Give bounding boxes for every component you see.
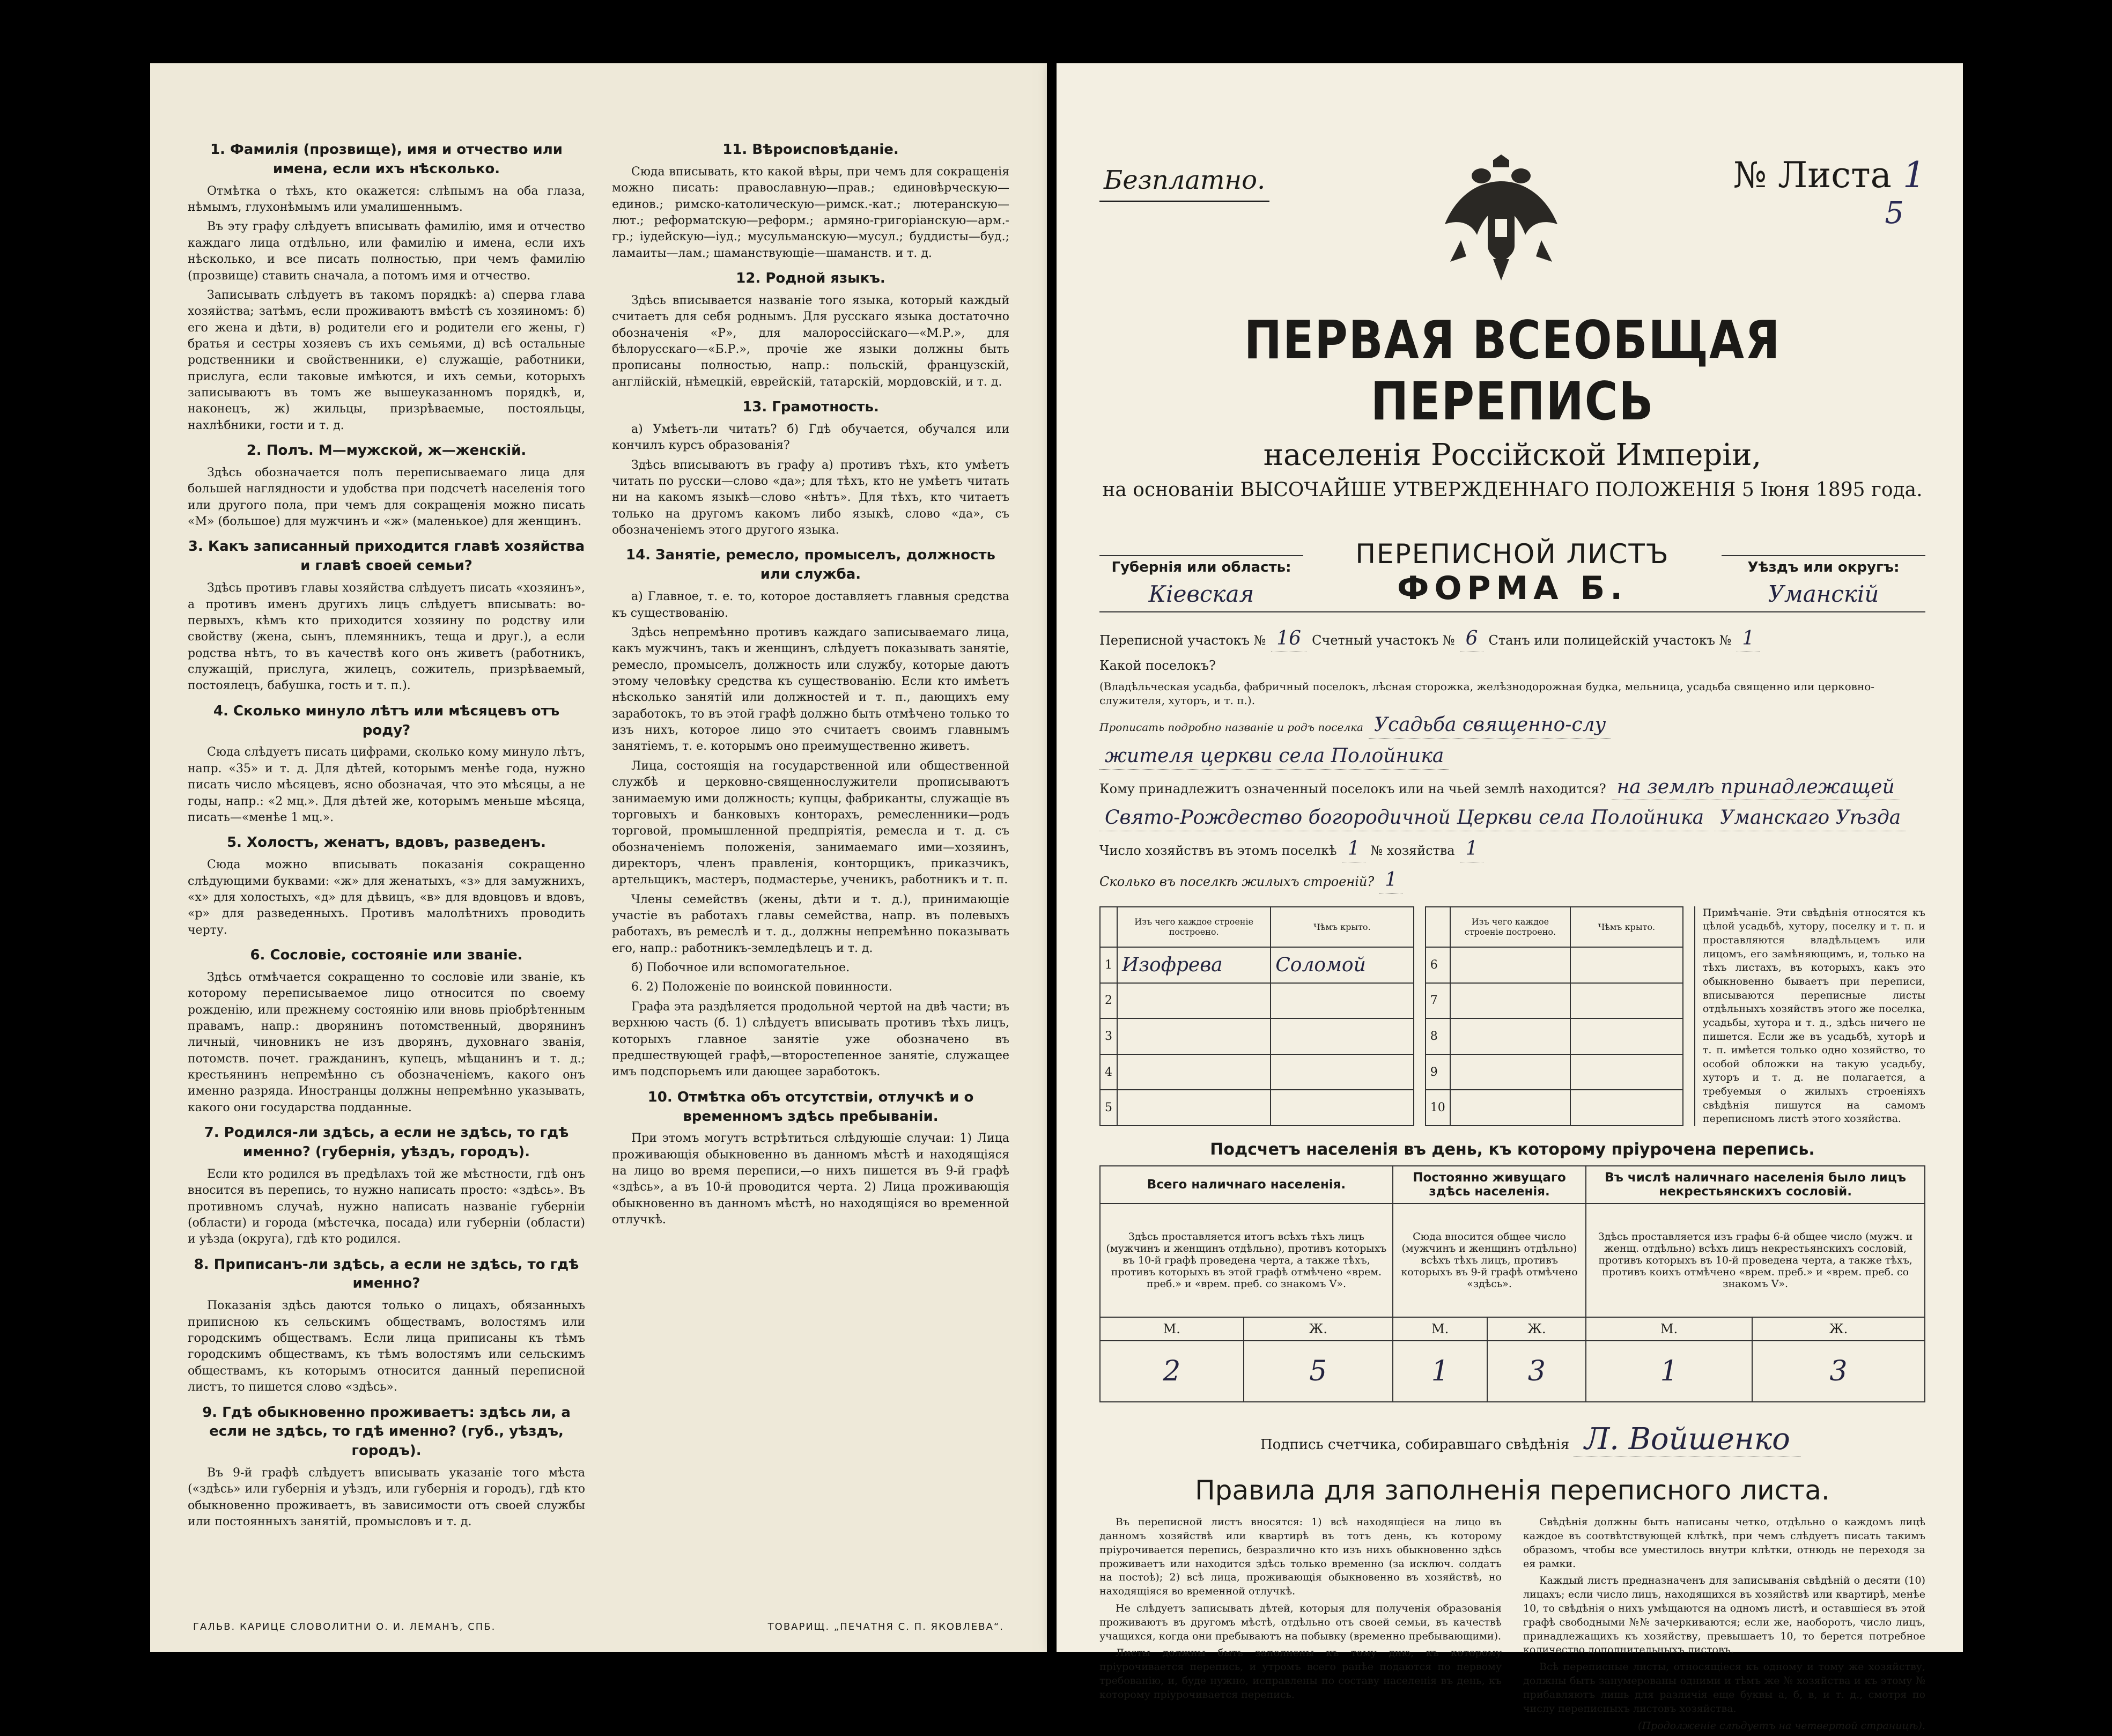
rule-paragraph: Листы должны быть заполнены къ тому дню, къ которому пріурочивается перепись, и утромъ всего ранѣе подаются по первому требованію, и, буде нужно, исправлены по составу населенія въ день, къ которому пріурочивается перепись. xyxy=(1099,1647,1502,1701)
settlement-hint-2: Прописать подробно названіе и родъ поселка xyxy=(1099,720,1363,734)
female-count: 5 xyxy=(1244,1341,1393,1402)
sheet-number-value: 1 xyxy=(1903,154,1925,196)
building-roof xyxy=(1271,983,1414,1019)
rule-paragraph: Свѣдѣнія должны быть написаны четко, отдѣльно о каждомъ лицѣ каждое въ соотвѣтствующей клѣткѣ, при чемъ слѣдуетъ писать такимъ образомъ, чтобы все уместилось внутри клѣтки, отнюдь не переходя за ея рамки. xyxy=(1523,1516,1925,1570)
rule-paragraph: Каждый листъ предназначенъ для записыванія свѣдѣній о десяти (10) лицахъ; если число лицъ, находящихся въ хозяйствѣ или квартирѣ, менѣе 10, то свѣдѣнія о нихъ умѣщаются на одномъ листѣ, и оставшіеся въ этой графѣ свободными №№ зачеркиваются; если же, наоборотъ, число лицъ, принадлежащихъ къ хозяйству, превышаетъ 10, то берется потребное количество дополнительныхъ листовъ. xyxy=(1523,1575,1925,1656)
female-count: 3 xyxy=(1752,1341,1925,1402)
sheet-number-label: № Листа xyxy=(1733,154,1892,196)
section-paragraph: Въ эту графу слѣдуетъ вписывать фамилію, имя и отчество каждаго лица отдѣльно, или фамилію и имена, если ихъ нѣсколько, и все писать полностью, при чемъ фамилію (прозвище) ставить сначала, а потомъ имя и отчество. xyxy=(188,220,585,283)
settlement-hint: (Владѣльческая усадьба, фабричный поселокъ, лѣсная сторожка, желѣзнодорожная будка, мельница, усадьба священно или церковно-служителя, хуторъ, и т. п.). xyxy=(1099,679,1875,707)
section-heading: 5. Холостъ, женатъ, вдовъ, разведенъ. xyxy=(227,834,546,851)
form-title-line1: ПЕРЕПИСНОЙ ЛИСТЪ xyxy=(1355,538,1670,570)
building-row xyxy=(1426,1054,1683,1090)
owner-value-3: Уманскаго Уѣзда xyxy=(1715,806,1906,831)
section-paragraph: Члены семействъ (жены, дѣти и т. д.), принимающіе участіе въ работахъ главы семейства, напр. въ полевыхъ работахъ, въ ремеслѣ и т. д., должны непремѣнно показывать его, напр.: работникъ-земледѣлецъ и т. д. xyxy=(612,892,1009,955)
building-roof xyxy=(1271,1090,1414,1126)
building-roof xyxy=(1570,983,1683,1019)
section-paragraph: б) Побочное или вспомогательное. xyxy=(631,961,850,975)
female-count: 3 xyxy=(1487,1341,1586,1402)
households-value: 1 xyxy=(1342,837,1365,862)
building-roof: Соломой xyxy=(1271,947,1414,983)
left-page xyxy=(150,63,1047,1652)
section-paragraph: Здѣсь противъ главы хозяйства слѣдуетъ писать «хозяинъ», а противъ именъ другихъ лицъ слѣдуетъ вписывать: во-первыхъ, кѣмъ кто приходится хозяину по родству или свойству (жена, сынъ, племянникъ, теща и друг.), а если родства нѣтъ, то въ качествѣ кого онъ живетъ (работникъ, служащій, прислуга, жилецъ, сожитель, призрѣваемый, постоялецъ, бабушка, гость и т. п.). xyxy=(188,581,585,693)
uezd-label: Уѣздъ или округъ: xyxy=(1747,559,1900,575)
section-paragraph: При этомъ могутъ встрѣтиться слѣдующіе случаи: 1) Лица проживающія обыкновенно въ данномъ мѣстѣ и находящіяся на лицо во время переписи,—о нихъ пишется въ 9-й графѣ «здѣсь», а въ 10-й проводится черта. 2) Лица проживающія обыкновенно въ данномъ мѣстѣ, но находящіяся во временной отлучкѣ. xyxy=(612,1132,1009,1227)
building-number: 1 xyxy=(1100,947,1117,983)
signature-label: Подпись счетчика, собиравшаго свѣдѣнія xyxy=(1260,1437,1570,1453)
section-paragraph: Здѣсь непремѣнно противъ каждаго записываемаго лица, какъ мужчинъ, такъ и женщинъ, слѣдуетъ показывать занятіе, ремесло, промыселъ, должность или службу, которые даютъ этому человѣку средства къ существованію. Если кто имѣетъ нѣсколько занятій или должностей и т. п., дающихъ ему заработокъ, то въ этой графѣ должно быть отмѣчено только то изъ нихъ, которое лицо это считаетъ своимъ главнымъ занятіемъ, т. е. которымъ оно преимущественно живетъ. xyxy=(612,625,1009,754)
section-heading: 14. Занятіе, ремесло, промыселъ, должность или служба. xyxy=(626,547,995,583)
rule-paragraph: Не слѣдуетъ записывать дѣтей, которыя для полученія образованія проживаютъ въ другомъ мѣстѣ, отдѣльно отъ своей семьи, въ качествѣ учащихся, когда они пребываютъ на побывку (временно пребывающими). xyxy=(1099,1602,1502,1642)
building-roof xyxy=(1570,947,1683,983)
female-label: Ж. xyxy=(1752,1317,1925,1341)
instructions-column-1 xyxy=(188,133,585,1543)
enumerator-signature xyxy=(1099,1422,1925,1457)
building-material xyxy=(1117,1090,1271,1126)
population-table xyxy=(1099,1165,1925,1402)
instructions-column-2 xyxy=(612,133,1009,1543)
sheet-number xyxy=(1733,154,1925,231)
population-column-head: Всего наличнаго населенія. xyxy=(1100,1166,1393,1203)
section-paragraph: а) Главное, т. е. то, которое доставляетъ главныя средства къ существованію. xyxy=(612,590,1009,620)
section-heading: 6. Сословіе, состояніе или званіе. xyxy=(250,947,523,963)
bld-head-roof-2: Чѣмъ крыто. xyxy=(1570,907,1683,947)
building-row xyxy=(1426,1018,1683,1054)
footer-left: ГАЛЬВ. КАРИЦЕ СЛОВОЛИТНИ О. И. ЛЕМАНЪ, СПБ. xyxy=(193,1621,496,1632)
building-material xyxy=(1450,947,1570,983)
buildings-value: 1 xyxy=(1379,868,1402,893)
owner-question: Кому принадлежитъ означенный поселокъ или на чьей землѣ находится? xyxy=(1099,781,1606,796)
buildings-section xyxy=(1099,906,1925,1126)
building-number: 4 xyxy=(1100,1054,1117,1090)
section-paragraph: Отмѣтка о тѣхъ, кто окажется: слѣпымъ на оба глаза, нѣмымъ, глухонѣмымъ или умалишеннымъ. xyxy=(188,184,585,215)
section-heading: 7. Родился-ли здѣсь, а если не здѣсь, то гдѣ именно? (губернія, уѣздъ, городъ). xyxy=(204,1125,569,1160)
districts-row xyxy=(1099,626,1925,652)
footer-right: ТОВАРИЩ. „ПЕЧАТНЯ С. П. ЯКОВЛЕВА“. xyxy=(767,1621,1004,1632)
male-label: М. xyxy=(1100,1317,1244,1341)
stan-value: 1 xyxy=(1737,626,1760,652)
uezd-value: Уманскій xyxy=(1768,581,1879,607)
buildings-table-2 xyxy=(1425,906,1683,1126)
building-roof xyxy=(1570,1090,1683,1126)
governorate-value: Кіевская xyxy=(1148,581,1254,607)
section-heading: 1. Фамилія (прозвище), имя и отчество или имена, если ихъ нѣсколько. xyxy=(210,142,563,177)
stan-label: Станъ или полицейскій участокъ № xyxy=(1488,633,1732,648)
section-heading: 9. Гдѣ обыкновенно проживаетъ: здѣсь ли, а если не здѣсь, то гдѣ именно? (губ., уѣздъ, городъ). xyxy=(202,1404,571,1459)
population-column-desc: Здѣсь проставляется итогъ всѣхъ тѣхъ лицъ (мужчинъ и женщинъ отдѣльно), противъ которыхъ въ 10-й графѣ проведена черта, а также тѣхъ, противъ которыхъ въ этой графѣ отмѣчено «врем. преб.» и «врем. преб. со знакомъ V». xyxy=(1100,1203,1393,1317)
building-roof xyxy=(1570,1054,1683,1090)
household-number-label: № хозяйства xyxy=(1370,843,1455,859)
household-number-value: 1 xyxy=(1460,837,1483,862)
section-heading: 13. Грамотность. xyxy=(742,399,879,416)
section-paragraph: Здѣсь обозначается полъ переписываемаго лица для большей наглядности и удобства при подсчетѣ населенія того или другого пола, при чемъ для сокращенія можно писать «М» (большое) для мужчинъ и «ж» (маленькое) для женщинъ. xyxy=(188,466,585,529)
bld-head-roof: Чѣмъ крыто. xyxy=(1271,907,1414,947)
printer-footer xyxy=(193,1621,1004,1632)
building-number: 3 xyxy=(1100,1018,1117,1054)
building-material xyxy=(1450,1054,1570,1090)
male-count: 1 xyxy=(1586,1341,1752,1402)
form-title-line2: ФОРМА Б. xyxy=(1397,570,1628,607)
building-number: 9 xyxy=(1426,1054,1450,1090)
section-heading: 12. Родной языкъ. xyxy=(736,270,885,287)
rules-column-right xyxy=(1523,1516,1925,1736)
rule-paragraph: Всѣ переписные листы, относящіеся къ одному и тому же хозяйству, должны быть занумерованы одними и тѣмъ же № хозяйства и къ этому № прибавляютъ лишь для различія еще буквы а, б, в, и т. д., смотря по числу переписныхъ листовъ хозяйства. xyxy=(1523,1661,1925,1715)
building-row xyxy=(1100,1018,1414,1054)
section-paragraph: Лица, состоящія на государственной или общественной службѣ и церковно-священнослужители прописываютъ занимаемую ими должность; купцы, фабриканты, служащіе въ торговыхъ и банковыхъ конторахъ, ремесленники—родъ торговой, промышленной предпріятія, ремесла и т. д. съ обозначеніемъ положенія, занимаемаго ими—хозяинъ, директоръ, членъ правленія, конторщикъ, приказчикъ, артельщикъ, мастеръ, подмастерье, ученикъ, работникъ и т. п. xyxy=(612,759,1009,887)
building-number: 5 xyxy=(1100,1090,1117,1126)
rule-paragraph: Въ переписной листъ вносятся: 1) всѣ находящіеся на лицо въ данномъ хозяйствѣ или квартирѣ въ тотъ день, къ которому пріурочивается перепись, безразлично кто изъ нихъ обыкновенно здѣсь проживаетъ или находится здѣсь только временно (за исключ. солдатъ на постоѣ); 2) всѣ лица, проживающія обыкновенно въ хозяйствѣ, но находящіяся во временной отлучкѣ. xyxy=(1099,1516,1502,1598)
rules-column-left xyxy=(1099,1516,1502,1736)
census-district-value: 16 xyxy=(1271,626,1306,652)
building-number: 10 xyxy=(1426,1090,1450,1126)
bld-head-material: Изъ чего каждое строеніе построено. xyxy=(1117,907,1271,947)
buildings-question: Сколько въ поселкѣ жилыхъ строеній? xyxy=(1099,874,1375,889)
count-district-value: 6 xyxy=(1460,626,1483,652)
section-paragraph: Если кто родился въ предѣлахъ той же мѣстности, гдѣ онъ вносится въ перепись, то нужно написать просто: «здѣсь». Въ противномъ случаѣ, нужно написать названіе губерніи (области) и города (мѣстечка, посада) или губерніи (области) и уѣзда (округа), гдѣ кто родился. xyxy=(188,1167,585,1246)
building-material xyxy=(1117,1054,1271,1090)
buildings-table-1 xyxy=(1099,906,1414,1126)
buildings-row xyxy=(1099,868,1925,893)
section-heading: 3. Какъ записанный приходится главѣ хозяйства и главѣ своей семьи? xyxy=(188,538,585,574)
uezd-field xyxy=(1722,555,1925,607)
building-number: 6 xyxy=(1426,947,1450,983)
section-paragraph: Здѣсь вписываютъ въ графу а) противъ тѣхъ, кто умѣетъ читать по русски—слово «да»; для тѣхъ, кто не умѣетъ читать ни на какомъ языкѣ—слово «нѣтъ». Для тѣхъ, кто читаетъ только на другомъ какомъ либо языкѣ, слово «да», съ обозначеніемъ этого другого языка. xyxy=(612,458,1009,537)
building-row xyxy=(1100,1054,1414,1090)
section-paragraph: Сюда вписывать, кто какой вѣры, при чемъ для сокращенія можно писать: православную—прав.; единовѣрческую—единов.; римско-католическую—римск.-кат.; лютеранскую—лют.; реформатскую—реформ.; армяно-григоріанскую—арм.-гр.; іудейскую—іуд.; мусульманскую—мусул.; буддисты—буд.; ламаиты—лам.; шаманствующіе—шаманств. и т. д. xyxy=(612,165,1009,260)
section-heading: 11. Вѣроисповѣданіе. xyxy=(722,142,899,158)
section-paragraph: а) Умѣетъ-ли читать? б) Гдѣ обучается, обучался или кончилъ курсъ образованія? xyxy=(612,422,1009,453)
settlement-value-2: жителя церкви села Полойника xyxy=(1099,744,1449,770)
building-material xyxy=(1117,983,1271,1019)
section-heading: 2. Полъ. М—мужской, ж—женскій. xyxy=(246,442,527,459)
female-label: Ж. xyxy=(1487,1317,1586,1341)
section-paragraph: Сюда слѣдуетъ писать цифрами, сколько кому минуло лѣтъ, напр. «35» и т. д. Для дѣтей, которымъ менѣе года, нужно писать число мѣсяцевъ, ясно обозначая, что это мѣсяцы, а не годы, напр.: «2 мц.». Для дѣтей же, которымъ меньше мѣсяца, писать—«менѣе 1 мц.». xyxy=(188,745,585,824)
sheet-number-extra: 5 xyxy=(1885,196,1904,231)
buildings-note: Примѣчаніе. Эти свѣдѣнія относятся къ цѣлой усадьбѣ, хутору, поселку и т. п. и проставляются владѣльцемъ или лицомъ, его замѣняющимъ, и, только на тѣхъ листахъ, въ которыхъ, какъ это обыкновенно бываетъ при переписи, вписываются переписные листы отдѣльныхъ хозяйствъ этого же поселка, усадьбы, хутора и т. д., здѣсь ничего не пишется. Если же въ усадьбѣ, хуторѣ и т. п. имѣется только одно хозяйство, то особой обложки на такую усадьбу, хуторъ и т. д. не полагается, а требуемыя о жилыхъ строеніяхъ свѣдѣнія пишутся на самомъ переписномъ листѣ этого хозяйства. xyxy=(1694,906,1925,1126)
free-label: Безплатно. xyxy=(1099,160,1269,202)
section-heading: 10. Отмѣтка объ отсутствіи, отлучкѣ и о временномъ здѣсь пребываніи. xyxy=(647,1089,974,1125)
building-row xyxy=(1426,983,1683,1019)
population-title: Подсчетъ населенія въ день, къ которому пріурочена перепись. xyxy=(1210,1140,1815,1159)
building-material xyxy=(1117,1018,1271,1054)
form-title xyxy=(1355,538,1669,607)
male-label: М. xyxy=(1393,1317,1488,1341)
count-district-label: Счетный участокъ № xyxy=(1312,633,1455,648)
population-column-desc: Сюда вносится общее число (мужчинъ и женщинъ отдѣльно) всѣхъ тѣхъ лицъ, противъ которыхъ въ 9-й графѣ отмѣчено «здѣсь». xyxy=(1393,1203,1586,1317)
section-paragraph: Здѣсь вписывается названіе того языка, который каждый считаетъ для себя роднымъ. Для русскаго языка достаточно обозначенія «Р», для малороссійскаго—«М.Р.», для бѣлорусскаго—«Б.Р.», прочіе же языки должны быть прописаны полностью, напр.: польскій, французскій, англійскій, нѣмецкій, еврейскій, татарскій, мордовскій, и т. д. xyxy=(612,293,1009,389)
section-paragraph: Показанія здѣсь даются только о лицахъ, обязанныхъ приписною къ сельскимъ обществамъ, волостямъ или городскимъ обществамъ. Если лица приписаны къ тѣмъ городскимъ обществамъ, къ тѣмъ волостямъ или сельскимъ обществамъ, къ которымъ относится данный переписной листъ, то пишется слово «здѣсь». xyxy=(188,1299,585,1394)
male-count: 1 xyxy=(1393,1341,1488,1402)
building-roof xyxy=(1271,1054,1414,1090)
form-header xyxy=(1099,144,1925,305)
census-district-label: Переписной участокъ № xyxy=(1099,633,1266,648)
location-fields xyxy=(1099,626,1925,893)
signature-value: Л. Войшенко xyxy=(1574,1422,1801,1457)
male-count: 2 xyxy=(1100,1341,1244,1402)
building-material xyxy=(1450,983,1570,1019)
section-paragraph: Сюда можно вписывать показанія сокращенно слѣдующими буквами: «ж» для женатыхъ, «з» для замужнихъ, «х» для холостыхъ, «д» для дѣвицъ, «в» для вдовцовъ и вдовъ, «р» для разведенныхъ. Противъ малолѣтнихъ проводить черту. xyxy=(188,858,585,937)
population-column-desc: Здѣсь проставляется изъ графы 6-й общее число (мужч. и женщ. отдѣльно) всѣхъ лицъ некрестьянскихъ сословій, противъ которыхъ въ 10-й проведена черта, а также тѣхъ, противъ коихъ отмѣчено «врем. преб.» и «врем. преб. со знакомъ V». xyxy=(1586,1203,1925,1317)
building-row xyxy=(1100,947,1414,983)
section-heading: 4. Сколько минуло лѣтъ или мѣсяцевъ отъ роду? xyxy=(213,703,560,738)
section-paragraph: Въ 9-й графѣ слѣдуетъ вписывать указаніе того мѣста («здѣсь» или губернія и уѣздъ, или губернія и городъ), гдѣ кто обыкновенно проживаетъ, въ зависимости отъ своей службы или постоянныхъ занятій, промысловъ и т. д. xyxy=(188,1466,585,1529)
section-heading: 8. Приписанъ-ли здѣсь, а если не здѣсь, то гдѣ именно? xyxy=(194,1256,579,1292)
section-paragraph: Записывать слѣдуетъ въ такомъ порядкѣ: а) сперва глава хозяйства; затѣмъ, если проживаютъ вмѣстѣ съ хозяиномъ: б) его жена и дѣти, в) родители его и родители его жены, г) братья и сестры хозяевъ съ ихъ семьями, д) всѣ остальные родственники и свойственники, е) служащіе, работники, прислуга, если таковые имѣются, и ихъ семьи, которыхъ записываютъ въ томъ же вышеуказанномъ порядкѣ, и, наконецъ, ж) жильцы, призрѣваемые, постояльцы, нахлѣбники, гости и т. д. xyxy=(188,288,585,432)
governorate-label: Губернія или область: xyxy=(1111,559,1291,575)
building-row xyxy=(1426,1090,1683,1126)
building-material xyxy=(1450,1090,1570,1126)
double-headed-eagle-icon xyxy=(1439,144,1563,289)
households-label: Число хозяйствъ въ этомъ поселкѣ xyxy=(1099,843,1337,859)
building-roof xyxy=(1570,1018,1683,1054)
population-column-head: Въ числѣ наличнаго населенія было лицъ некрестьянскихъ сословій. xyxy=(1586,1166,1925,1203)
governorate-field xyxy=(1099,555,1303,607)
settlement-value-1: Усадьба священно-слу xyxy=(1369,713,1611,738)
female-label: Ж. xyxy=(1244,1317,1393,1341)
settlement-row xyxy=(1099,658,1925,770)
census-title: ПЕРВАЯ ВСЕОБЩАЯ ПЕРЕПИСЬ xyxy=(1244,310,1781,432)
building-roof xyxy=(1271,1018,1414,1054)
owner-value-1: на землѣ принадлежащей xyxy=(1612,775,1900,801)
building-row xyxy=(1426,947,1683,983)
owner-row xyxy=(1099,775,1925,862)
owner-value-2: Свято-Рождество богородичной Церкви села Полойника xyxy=(1099,806,1709,831)
building-number: 7 xyxy=(1426,983,1450,1019)
rules-title: Правила для заполненія переписного листа. xyxy=(1195,1475,1830,1506)
census-form-page xyxy=(1057,63,1963,1732)
section-paragraph: Графа эта раздѣляется продольной чертой на двѣ части; въ верхнюю часть (б. 1) слѣдуетъ вписывать противъ тѣхъ лицъ, которыхъ главное занятіе уже обозначено въ предшествующей графѣ,—второстепенное занятіе, служащее имъ подспорьемъ или дающее заработокъ. xyxy=(612,1000,1009,1079)
male-label: М. xyxy=(1586,1317,1752,1341)
building-material: Изофрева xyxy=(1117,947,1271,983)
building-material xyxy=(1450,1018,1570,1054)
form-identity xyxy=(1099,538,1925,612)
building-row xyxy=(1100,1090,1414,1126)
bld-head-material-2: Изъ чего каждое строеніе построено. xyxy=(1450,907,1570,947)
building-number: 8 xyxy=(1426,1018,1450,1054)
census-subtitle: населенія Россійской Имперіи, xyxy=(1263,438,1762,472)
section-paragraph: Здѣсь отмѣчается сокращенно то сословіе или званіе, къ которому переписываемое лицо относится по своему рожденію, или прежнему состоянію или вновь пріобрѣтенным правамъ, напр.: дворянинъ потомственный, дворянинъ личный, чиновникъ не изъ дворянъ, духовнаго званія, потомств. почет. гражданинъ, купецъ, мѣщанинъ и т. д.; крестьянинъ непремѣнно съ обозначеніемъ, какого онъ именно разряда. Иностранцы должны непремѣнно указывать, какого они государства подданные. xyxy=(188,970,585,1114)
rules-section xyxy=(1099,1516,1925,1736)
population-column-head: Постоянно живущаго здѣсь населенія. xyxy=(1393,1166,1586,1203)
continued-note: (Продолженіе слѣдуетъ на четвертой страницѣ). xyxy=(1638,1719,1925,1732)
settlement-question: Какой поселокъ? xyxy=(1099,658,1216,673)
building-row xyxy=(1100,983,1414,1019)
section-paragraph: 6. 2) Положеніе по воинской повинности. xyxy=(631,980,892,994)
census-decree: на основаніи ВЫСОЧАЙШЕ УТВЕРЖДЕННАГО ПОЛОЖЕНІЯ 5 Іюня 1895 года. xyxy=(1102,479,1923,501)
building-number: 2 xyxy=(1100,983,1117,1019)
